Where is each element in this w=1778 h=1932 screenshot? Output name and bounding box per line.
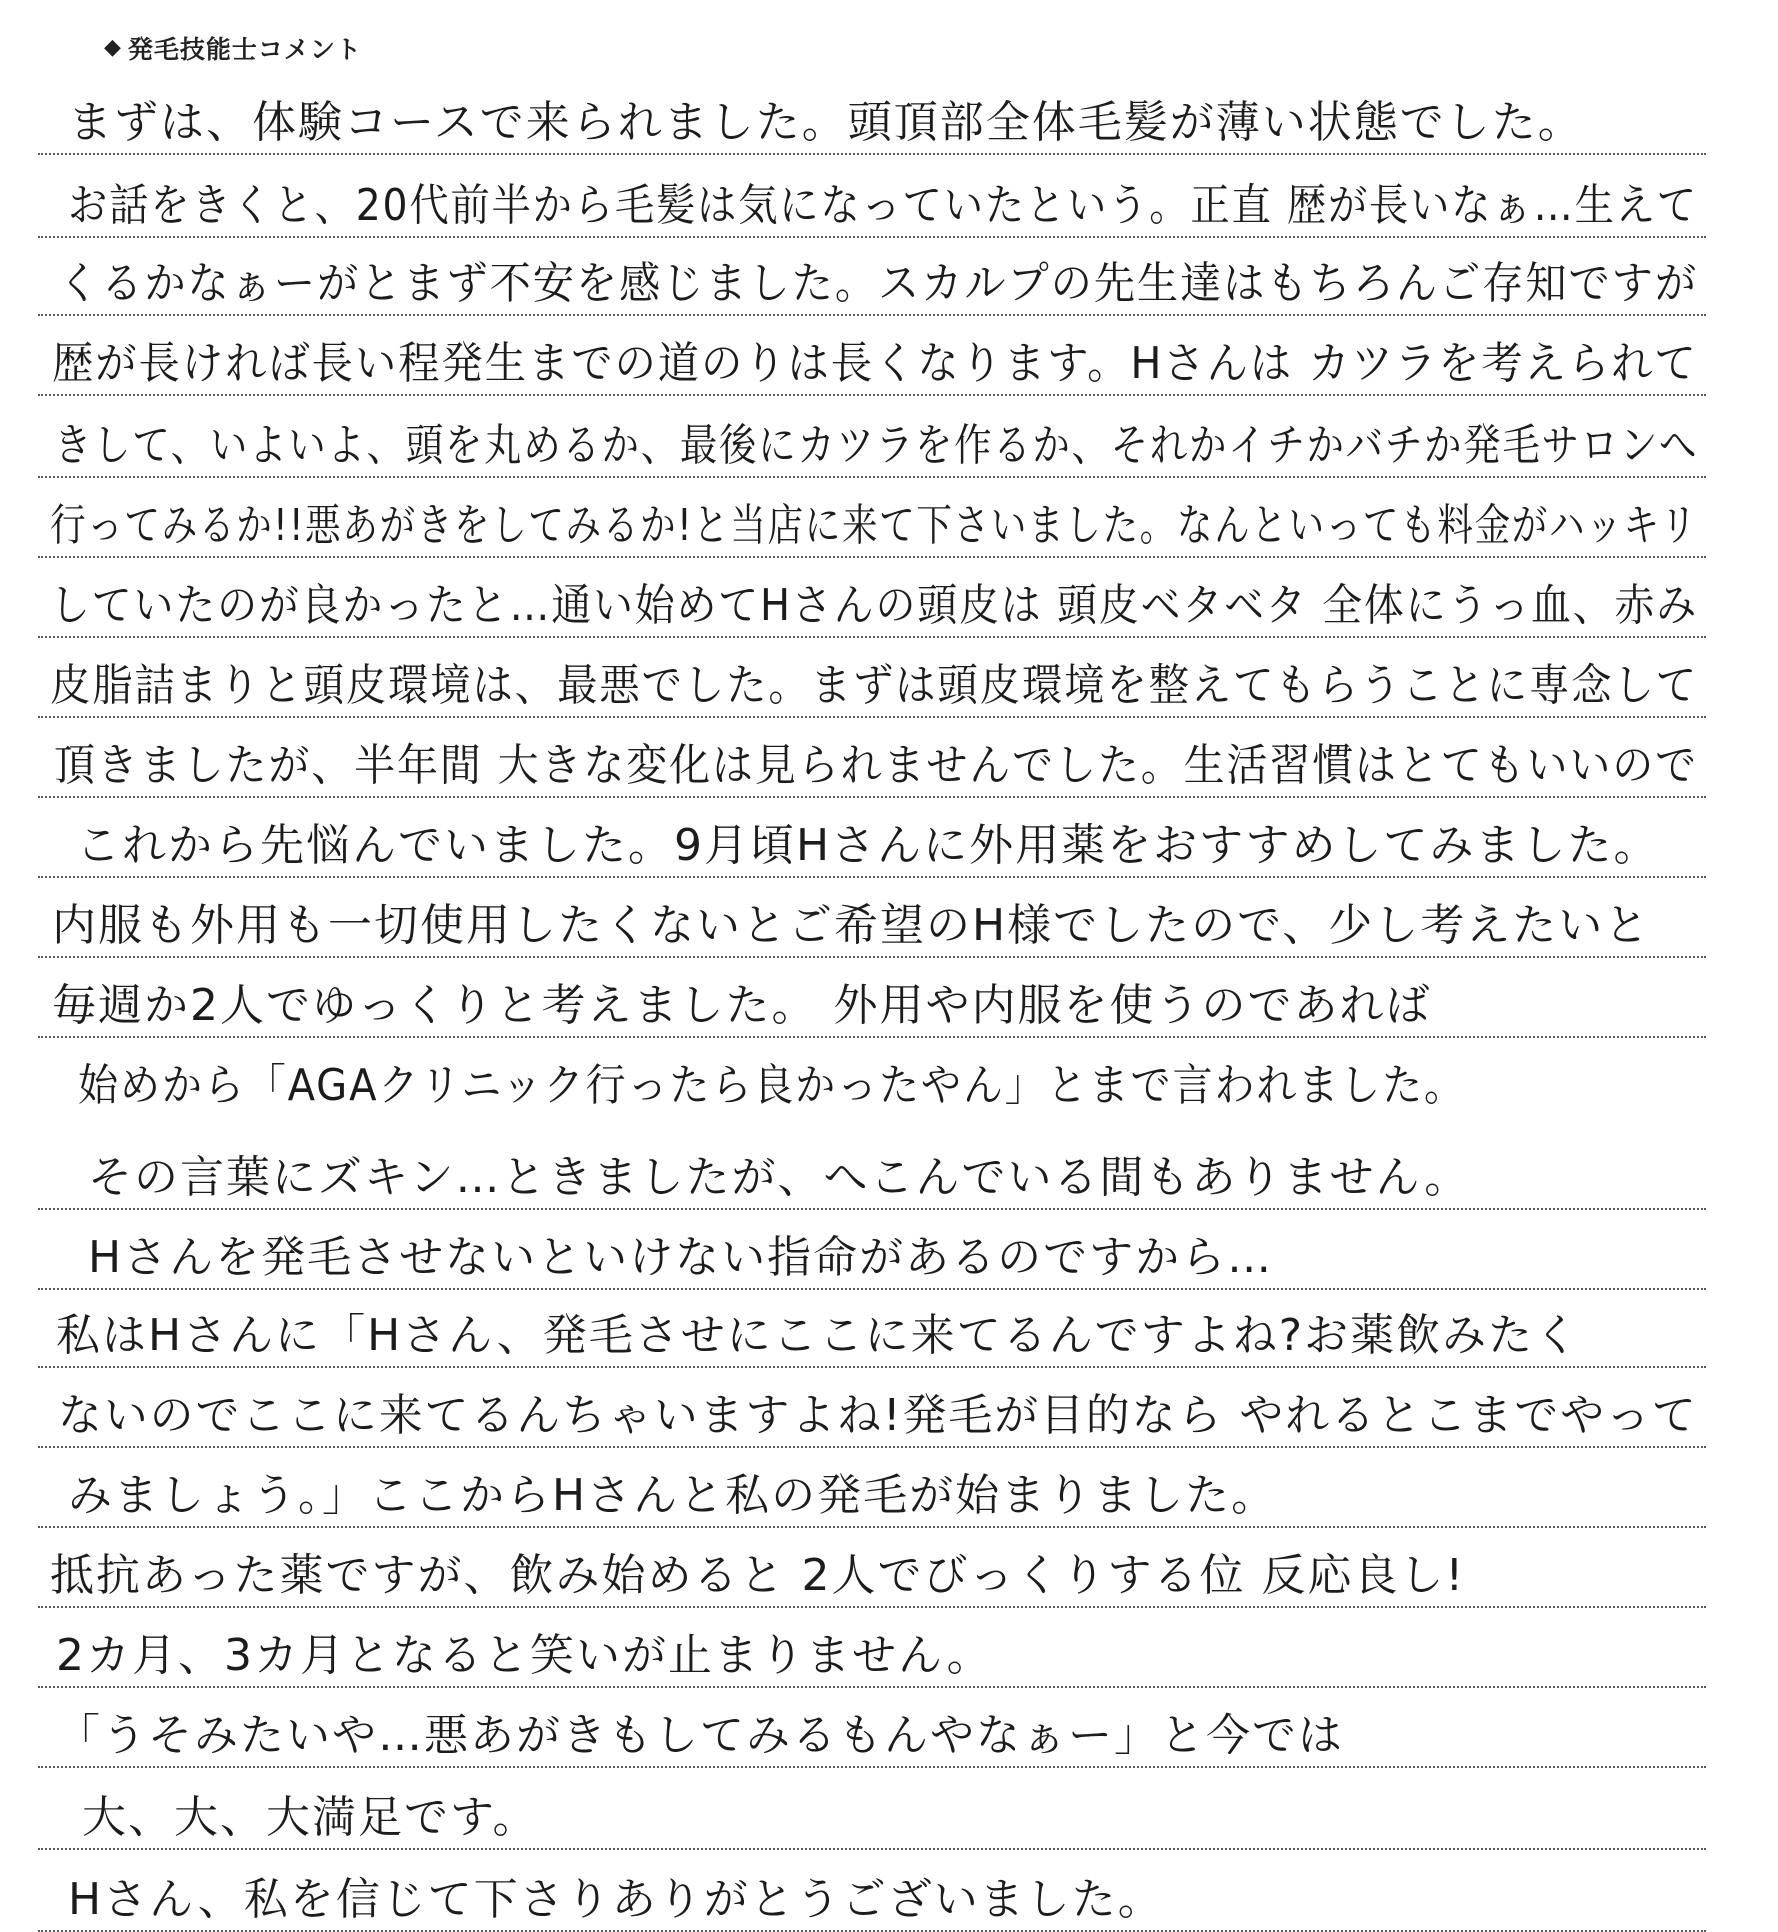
comment-line bbox=[38, 1298, 1706, 1368]
comment-line-text: 大、大、大満足です。 bbox=[82, 1791, 539, 1843]
comment-line bbox=[38, 968, 1706, 1038]
comment-line bbox=[38, 168, 1706, 238]
comment-line bbox=[38, 568, 1706, 638]
comment-line bbox=[38, 1618, 1706, 1688]
comment-line bbox=[38, 648, 1706, 718]
comment-line bbox=[38, 85, 1706, 155]
comment-line-text: 始めから「AGAクリニック行ったら良かったやん」とまで言われました。 bbox=[78, 1059, 1466, 1111]
comment-line-text: していたのが良かったと…通い始めてHさんの頭皮は 頭皮ベタベタ 全体にうっ血、赤み bbox=[50, 579, 1699, 631]
comment-line bbox=[38, 1698, 1706, 1768]
comment-line-text: きして、いよいよ、頭を丸めるか、最後にカツラを作るか、それかイチかバチか発毛サロンへ bbox=[54, 419, 1699, 471]
comment-line-text: Hさんを発毛させないといけない指命があるのですから… bbox=[88, 1231, 1274, 1283]
comment-line-text: 毎週か2人でゆっくりと考えました。 外用や内服を使うのであれば bbox=[52, 979, 1432, 1031]
comment-line bbox=[38, 888, 1706, 958]
comment-line-text: まずは、体験コースで来られました。頭頂部全体毛髪が薄い状態でした。 bbox=[68, 96, 1584, 148]
comment-line-text: 内服も外用も一切使用したくないとご希望のH様でしたので、少し考えたいと bbox=[52, 899, 1651, 951]
comment-line bbox=[38, 808, 1706, 878]
comment-line bbox=[38, 1862, 1706, 1932]
comment-line-text: みましょう。」ここからHさんと私の発毛が始まりました。 bbox=[68, 1469, 1278, 1521]
diamond-bullet-icon: ◆ bbox=[104, 35, 122, 60]
comment-line bbox=[38, 1538, 1706, 1608]
comment-line bbox=[38, 1220, 1706, 1290]
comment-line bbox=[38, 246, 1706, 316]
comment-line bbox=[38, 1780, 1706, 1850]
comment-line-text: 頂きましたが、半年間 大きな変化は見られませんでした。生活習慣はとてもいいので bbox=[54, 739, 1699, 791]
comment-line-text: 2カ月、3カ月となると笑いが止まりません。 bbox=[56, 1629, 993, 1681]
comment-line bbox=[38, 1046, 1474, 1116]
comment-line-text: その言葉にズキン…ときましたが、へこんでいる間もありません。 bbox=[88, 1151, 1471, 1203]
comment-line-text: お話をきくと、20代前半から毛髪は気になっていたという。正直 歴が長いなぁ…生えて bbox=[68, 179, 1698, 231]
comment-line-text: 抵抗あった薬ですが、飲み始めると 2人でびっくりする位 反応良し! bbox=[50, 1549, 1466, 1601]
comment-line bbox=[38, 488, 1706, 558]
comment-line bbox=[38, 728, 1706, 798]
comment-line bbox=[38, 1458, 1706, 1528]
comment-line-text: くるかなぁーがとまず不安を感じました。スカルプの先生達はもちろんご存知ですが bbox=[58, 257, 1698, 309]
comment-line-text: 「うそみたいや…悪あがきもしてみるもんやなぁー」と今では bbox=[56, 1709, 1344, 1761]
comment-line-text: 歴が長ければ長い程発生までの道のりは長くなります。Hさんは カツラを考えられて bbox=[52, 337, 1698, 389]
comment-line-text: 行ってみるか!!悪あがきをしてみるか!と当店に来て下さいました。なんといっても料金がハッキリ bbox=[50, 499, 1698, 551]
comment-line-text: 私はHさんに「Hさん、発毛させにここに来てるんですよね?お薬飲みたく bbox=[56, 1309, 1581, 1361]
comment-line-text: これから先悩んでいました。9月頃Hさんに外用薬をおすすめしてみました。 bbox=[76, 819, 1660, 871]
comment-line bbox=[38, 326, 1706, 396]
comment-line-text: Hさん、私を信じて下さりありがとうございました。 bbox=[68, 1873, 1164, 1925]
comment-line-text: ないのでここに来てるんちゃいますよね!発毛が目的なら やれるとこまでやって bbox=[58, 1389, 1698, 1441]
comment-line bbox=[38, 1378, 1706, 1448]
comment-line-text: 皮脂詰まりと頭皮環境は、最悪でした。まずは頭皮環境を整えてもらうことに専念して bbox=[50, 659, 1698, 711]
comment-line bbox=[38, 1140, 1706, 1210]
section-title: 発毛技能士コメント bbox=[127, 35, 362, 64]
comment-line bbox=[38, 408, 1706, 478]
